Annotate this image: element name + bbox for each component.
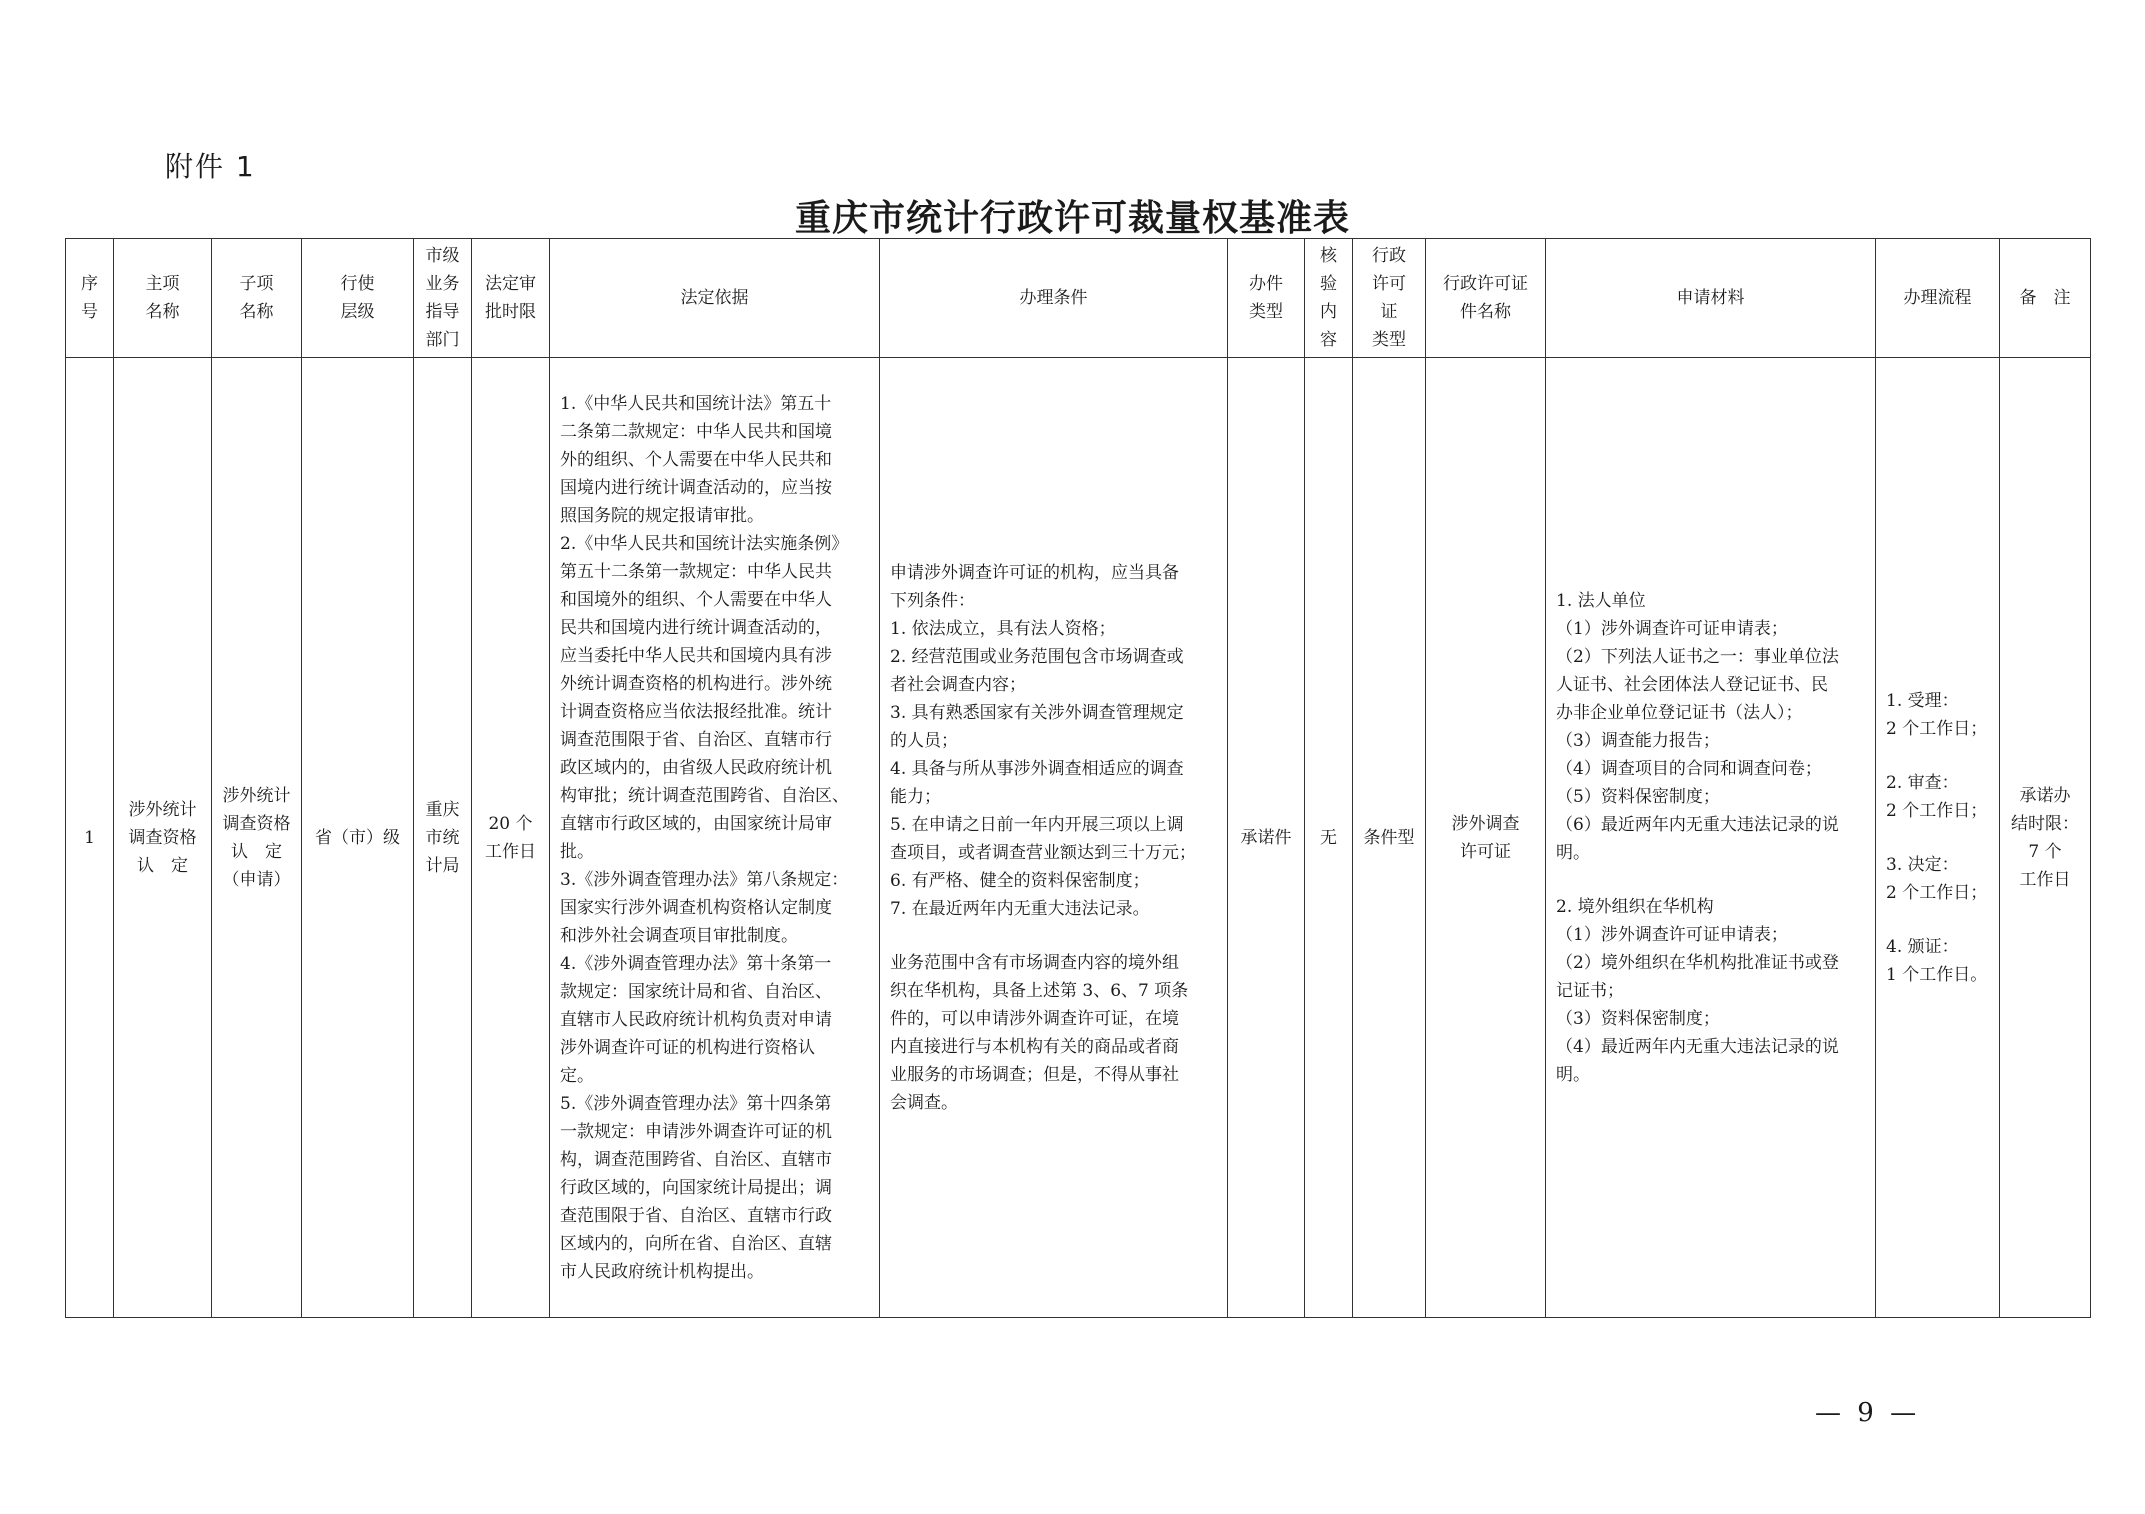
cell-materials	[1546, 358, 1876, 1318]
cell-line: 调查资格	[128, 827, 197, 848]
cell-line: 市人民政府统计机构提出。	[560, 1261, 764, 1282]
cell-line: 件的，可以申请涉外调查许可证，在境	[890, 1008, 1179, 1029]
column-header	[1353, 239, 1426, 358]
cell-line: 5.《涉外调查管理办法》第十四条第	[560, 1093, 832, 1114]
column-header-text: 验	[1320, 274, 1337, 294]
cell-line: 2. 境外组织在华机构	[1556, 896, 1714, 917]
column-header-text: 内	[1320, 302, 1337, 322]
permit-discretion-table	[65, 238, 2091, 1318]
column-header-text: 号	[81, 302, 98, 322]
cell-line	[1886, 743, 1989, 769]
cell-line: 办非企业单位登记证书（法人）；	[1556, 702, 1803, 723]
cell-line: 涉外统计	[222, 785, 291, 806]
cell-line: 1.《中华人民共和国统计法》第五十	[560, 393, 832, 414]
cell-line: 业服务的市场调查；但是，不得从事社	[890, 1064, 1179, 1085]
column-header-text: 类型	[1249, 302, 1283, 322]
cell-remarks	[2000, 358, 2091, 1318]
cell-line: 7. 在最近两年内无重大违法记录。	[890, 898, 1150, 919]
column-header-text: 证	[1380, 302, 1398, 322]
cell-line: 内直接进行与本机构有关的商品或者商	[890, 1036, 1179, 1057]
column-header-text: 部门	[425, 330, 460, 350]
cell-line: 批。	[560, 841, 594, 862]
cell-line: 认 定	[231, 841, 282, 862]
page-number: — 9 —	[1815, 1398, 1921, 1428]
cell-line: 2.《中华人民共和国统计法实施条例》	[560, 533, 849, 554]
column-header-text: 申请材料	[1676, 288, 1745, 308]
cell-certificate-name	[1426, 358, 1546, 1318]
cell-process	[1876, 358, 2000, 1318]
cell-line	[890, 923, 1217, 949]
column-header-text: 办件	[1249, 274, 1283, 294]
cell-line: 市统	[425, 827, 460, 848]
column-header-text: 行使	[340, 274, 375, 294]
cell-level: 省（市）级	[302, 358, 414, 1318]
column-header	[66, 239, 114, 358]
cell-line: 申请涉外调查许可证的机构，应当具备	[890, 562, 1179, 583]
cell-line: 20 个	[488, 813, 533, 834]
cell-line: 一款规定：申请涉外调查许可证的机	[560, 1121, 832, 1142]
cell-line: 查项目，或者调查营业额达到三十万元；	[890, 842, 1196, 863]
cell-line: 记证书；	[1556, 980, 1624, 1001]
column-header-text: 行政许可证	[1443, 274, 1528, 294]
cell-line: （4）最近两年内无重大违法记录的说	[1556, 1036, 1839, 1057]
cell-line: 3. 具有熟悉国家有关涉外调查管理规定	[890, 702, 1184, 723]
cell-line: 计局	[425, 855, 460, 876]
column-header	[212, 239, 302, 358]
column-header	[472, 239, 550, 358]
cell-line: 承诺办	[2019, 785, 2071, 806]
cell-line	[1886, 907, 1989, 933]
column-header-text: 层级	[340, 302, 375, 322]
cell-line: 直辖市行政区域的，由国家统计局审	[560, 813, 832, 834]
cell-line: 国境内进行统计调查活动的，应当按	[560, 477, 832, 498]
cell-line: 重庆	[425, 799, 460, 820]
cell-line: 计调查资格应当依法报经批准。统计	[560, 701, 832, 722]
column-header-text: 类型	[1372, 330, 1406, 350]
cell-line: 定。	[560, 1065, 594, 1086]
cell-line: 工作日	[485, 841, 536, 862]
cell-line: 和国境外的组织、个人需要在中华人	[560, 589, 832, 610]
cell-line: 第五十二条第一款规定：中华人民共	[560, 561, 832, 582]
cell-legal-basis	[550, 358, 880, 1318]
cell-seq: 1	[66, 358, 114, 1318]
document-title: 重庆市统计行政许可裁量权基准表	[794, 197, 1350, 239]
cell-case-type: 承诺件	[1228, 358, 1305, 1318]
column-header	[1305, 239, 1353, 358]
cell-line	[1556, 867, 1865, 893]
cell-line: （1）涉外调查许可证申请表；	[1556, 618, 1788, 639]
cell-line: 5. 在申请之日前一年内开展三项以上调	[890, 814, 1184, 835]
cell-line: 构审批；统计调查范围跨省、自治区、	[560, 785, 849, 806]
cell-line: 7 个	[2028, 841, 2062, 862]
cell-line: 人证书、社会团体法人登记证书、民	[1556, 674, 1828, 695]
cell-line: 认 定	[137, 855, 188, 876]
cell-line: （2）下列法人证书之一：事业单位法	[1556, 646, 1839, 667]
column-header	[880, 239, 1228, 358]
column-header-text: 子项	[239, 274, 274, 294]
column-header	[1546, 239, 1876, 358]
cell-line: 织在华机构，具备上述第 3、6、7 项条	[890, 980, 1189, 1001]
cell-line: 行政区域的，向国家统计局提出；调	[560, 1177, 832, 1198]
cell-sub-item	[212, 358, 302, 1318]
column-header-text: 名称	[239, 302, 274, 322]
cell-line: 许可证	[1460, 841, 1511, 862]
cell-line: 业务范围中含有市场调查内容的境外组	[890, 952, 1179, 973]
cell-line: 4.《涉外调查管理办法》第十条第一	[560, 953, 832, 974]
cell-line: 照国务院的规定报请审批。	[560, 505, 764, 526]
cell-conditions	[880, 358, 1228, 1318]
cell-line: 和涉外社会调查项目审批制度。	[560, 925, 798, 946]
column-header-text: 件名称	[1460, 302, 1511, 322]
cell-line: 调查范围限于省、自治区、直辖市行	[560, 729, 832, 750]
cell-line: 下列条件：	[890, 590, 975, 611]
cell-line: 2. 经营范围或业务范围包含市场调查或	[890, 646, 1184, 667]
column-header-text: 核	[1320, 246, 1337, 266]
cell-line	[1886, 825, 1989, 851]
cell-line: 3.《涉外调查管理办法》第八条规定：	[560, 869, 849, 890]
cell-line: （5）资料保密制度；	[1556, 786, 1720, 807]
cell-line: 工作日	[2019, 869, 2071, 890]
column-header	[1876, 239, 2000, 358]
column-header	[1426, 239, 1546, 358]
attachment-label: 附件 1	[165, 150, 256, 183]
cell-line: 1. 受理：	[1886, 690, 1959, 711]
column-header	[550, 239, 880, 358]
column-header	[114, 239, 212, 358]
cell-line: 调查资格	[222, 813, 291, 834]
column-header-text: 指导	[425, 302, 460, 322]
column-header-text: 名称	[145, 302, 180, 322]
column-header-text: 序	[81, 274, 98, 294]
cell-line: 会调查。	[890, 1092, 958, 1113]
cell-line: 区域内的，向所在省、自治区、直辖	[560, 1233, 832, 1254]
cell-line: 款规定：国家统计局和省、自治区、	[560, 981, 832, 1002]
cell-line: 的人员；	[890, 730, 958, 751]
cell-line: 1 个工作日。	[1886, 964, 1988, 985]
cell-line: 3. 决定：	[1886, 854, 1959, 875]
cell-line: 明。	[1556, 1064, 1590, 1085]
cell-line: 结时限：	[2011, 813, 2079, 834]
column-header-text: 主项	[145, 274, 180, 294]
cell-line: （4）调查项目的合同和调查问卷；	[1556, 758, 1822, 779]
cell-line: 者社会调查内容；	[890, 674, 1026, 695]
cell-line: 涉外统计	[128, 799, 197, 820]
cell-department	[414, 358, 472, 1318]
cell-line: 4. 具备与所从事涉外调查相适应的调查	[890, 758, 1184, 779]
column-header-text: 批时限	[485, 302, 536, 322]
cell-line: 构，调查范围跨省、自治区、直辖市	[560, 1149, 832, 1170]
cell-time-limit	[472, 358, 550, 1318]
cell-line: 外的组织、个人需要在中华人民共和	[560, 449, 832, 470]
cell-line: 二条第二款规定：中华人民共和国境	[560, 421, 832, 442]
column-header-text: 容	[1320, 330, 1337, 350]
table-header-row	[66, 239, 2091, 358]
cell-line: （2）境外组织在华机构批准证书或登	[1556, 952, 1839, 973]
cell-line: 直辖市人民政府统计机构负责对申请	[560, 1009, 832, 1030]
column-header-text: 法定依据	[680, 288, 749, 308]
cell-line: （6）最近两年内无重大违法记录的说	[1556, 814, 1839, 835]
cell-line: 应当委托中华人民共和国境内具有涉	[560, 645, 832, 666]
cell-line: 外统计调查资格的机构进行。涉外统	[560, 673, 832, 694]
cell-line: 能力；	[890, 786, 941, 807]
cell-line: 涉外调查	[1451, 813, 1520, 834]
cell-line: 2 个工作日；	[1886, 718, 1988, 739]
cell-line: 2 个工作日；	[1886, 800, 1988, 821]
cell-line: 明。	[1556, 842, 1590, 863]
column-header-text: 备 注	[2019, 288, 2071, 308]
cell-line: 2. 审查：	[1886, 772, 1959, 793]
cell-line: 查范围限于省、自治区、直辖市行政	[560, 1205, 832, 1226]
column-header	[414, 239, 472, 358]
cell-line: 1. 依法成立，具有法人资格；	[890, 618, 1116, 639]
cell-verification: 无	[1305, 358, 1353, 1318]
column-header	[2000, 239, 2091, 358]
table-row	[66, 358, 2091, 1318]
column-header-text: 许可	[1372, 274, 1406, 294]
cell-line: （申请）	[222, 869, 291, 890]
column-header	[302, 239, 414, 358]
cell-line: （3）调查能力报告；	[1556, 730, 1720, 751]
cell-line: （3）资料保密制度；	[1556, 1008, 1720, 1029]
column-header	[1228, 239, 1305, 358]
cell-line: 涉外调查许可证的机构进行资格认	[560, 1037, 815, 1058]
cell-line: 1. 法人单位	[1556, 590, 1646, 611]
column-header-text: 法定审	[485, 274, 536, 294]
column-header-text: 市级	[425, 246, 460, 266]
cell-line: 民共和国境内进行统计调查活动的，	[560, 617, 832, 638]
column-header-text: 办理流程	[1903, 288, 1972, 308]
cell-line: 2 个工作日；	[1886, 882, 1988, 903]
column-header-text: 行政	[1372, 246, 1406, 266]
cell-permit-type: 条件型	[1353, 358, 1426, 1318]
cell-line: 政区域内的，由省级人民政府统计机	[560, 757, 832, 778]
cell-line: （1）涉外调查许可证申请表；	[1556, 924, 1788, 945]
column-header-text: 业务	[425, 274, 460, 294]
cell-line: 国家实行涉外调查机构资格认定制度	[560, 897, 832, 918]
cell-main-item	[114, 358, 212, 1318]
cell-line: 6. 有严格、健全的资料保密制度；	[890, 870, 1150, 891]
column-header-text: 办理条件	[1019, 288, 1088, 308]
cell-line: 4. 颁证：	[1886, 936, 1959, 957]
